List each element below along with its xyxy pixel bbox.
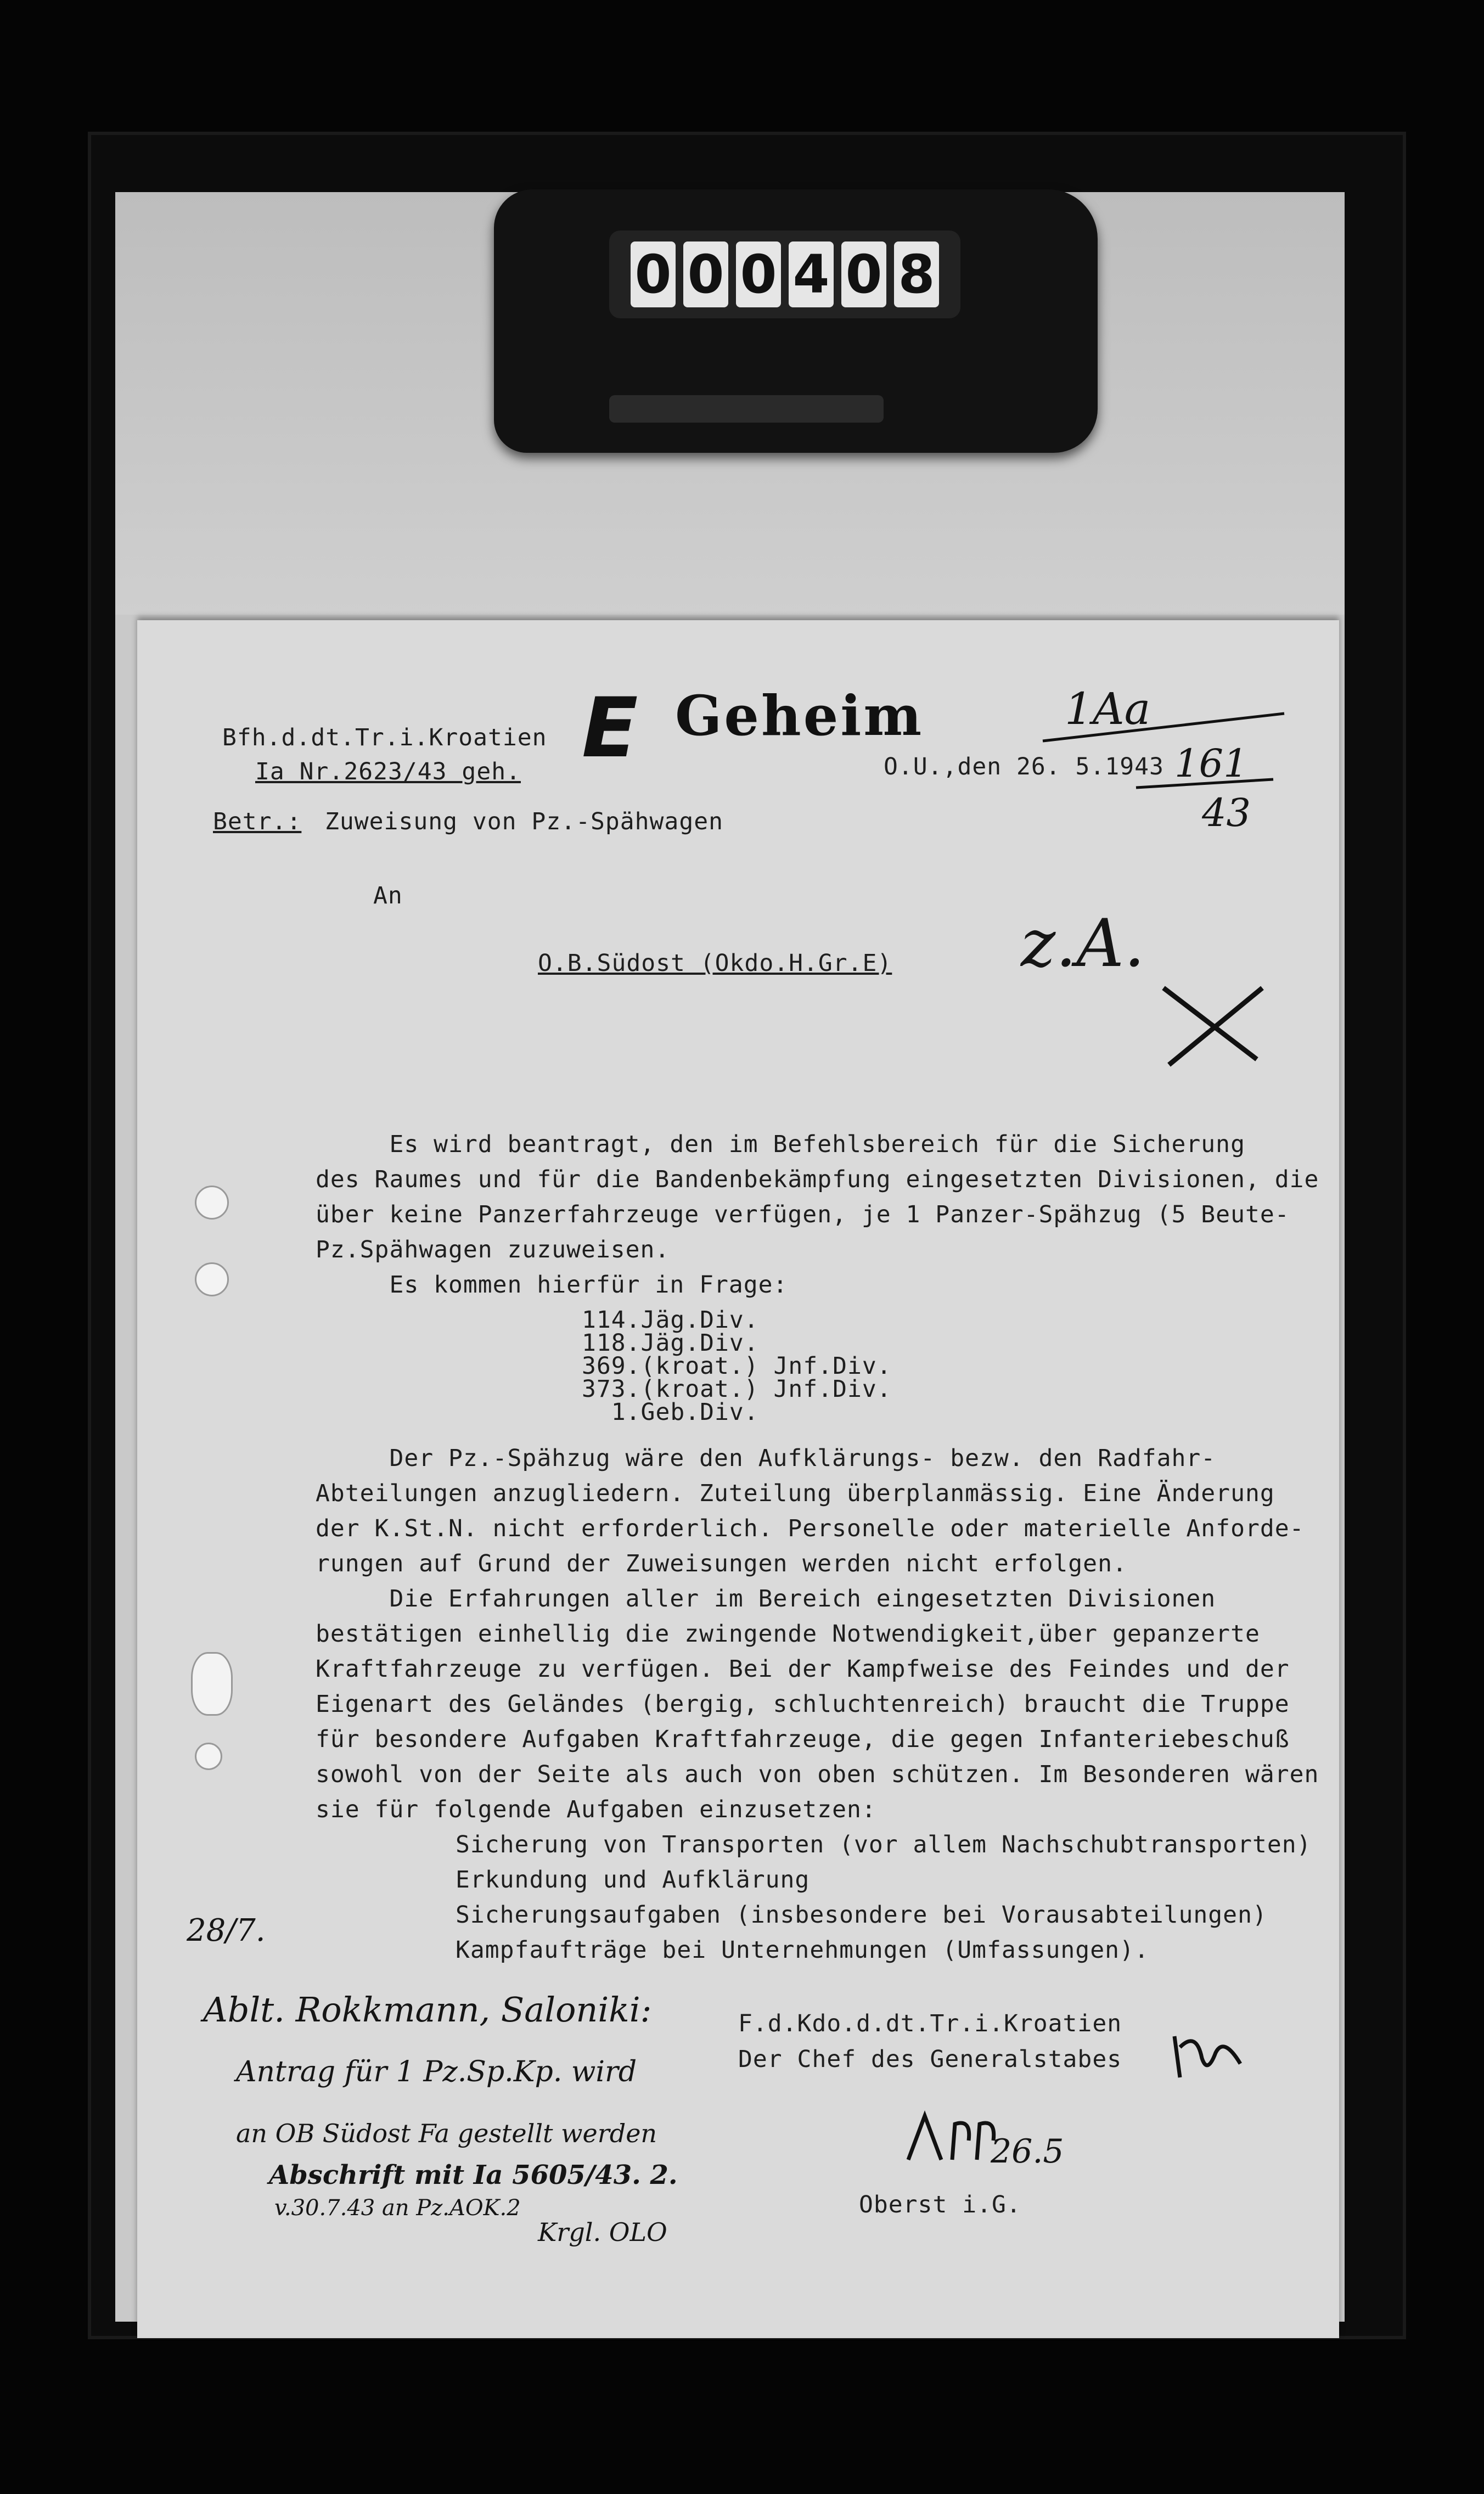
handwritten-note-line: Antrag für 1 Pz.Sp.Kp. wird: [236, 2055, 637, 2088]
body-line: sowohl von der Seite als auch von oben schützen. Im Besonderen wären: [316, 1761, 1319, 1788]
body-line: für besondere Aufgaben Kraftfahrzeuge, die gegen Infanteriebeschuß: [316, 1726, 1290, 1753]
division-item: 114.Jäg.Div.: [582, 1306, 759, 1334]
signature-title: Der Chef des Generalstabes: [738, 2046, 1122, 2073]
handwritten-file-year: 43: [1202, 790, 1251, 835]
recipient-name: O.B.Südost (Okdo.H.Gr.E): [538, 950, 892, 977]
place-date: O.U.,den 26. 5.1943: [884, 753, 1164, 780]
counter-digit: 0: [683, 241, 728, 307]
handwritten-signature-date: 26.5: [991, 2132, 1064, 2171]
body-line: Eigenart des Geländes (bergig, schluchtenreich) braucht die Truppe: [316, 1690, 1290, 1718]
body-line: Es wird beantragt, den im Befehlsbereich für die Sicherung: [316, 1131, 1245, 1158]
counter-digit: 0: [736, 241, 781, 307]
body-line: Kraftfahrzeuge zu verfügen. Bei der Kampfweise des Feindes und der: [316, 1655, 1290, 1683]
classification-stamp: Geheim: [675, 683, 924, 748]
body-line: sie für folgende Aufgaben einzusetzen:: [316, 1796, 876, 1823]
body-line: Es kommen hierfür in Frage:: [316, 1271, 788, 1299]
classification-stamp-letter: E: [582, 681, 638, 776]
punch-hole: [191, 1652, 233, 1716]
handwritten-note-line: Krgl. OLO: [538, 2217, 667, 2247]
body-line: Der Pz.-Spähzug wäre den Aufklärungs- bezw. den Radfahr-: [316, 1445, 1216, 1472]
body-line: der K.St.N. nicht erforderlich. Personelle oder materielle Anforde-: [316, 1515, 1305, 1542]
counter-digit: 0: [841, 241, 886, 307]
handwritten-file-number: 161: [1174, 741, 1248, 786]
subject-label: Betr.:: [213, 808, 302, 835]
task-item: Sicherungsaufgaben (insbesondere bei Vorausabteilungen): [456, 1901, 1267, 1929]
body-line: über keine Panzerfahrzeuge verfügen, je 1 Panzer-Spähzug (5 Beute-: [316, 1201, 1290, 1228]
division-item: 373.(kroat.) Jnf.Div.: [582, 1375, 892, 1403]
counter-digit: 4: [789, 241, 834, 307]
handwritten-strike-lines: [1032, 697, 1295, 807]
punch-hole: [195, 1186, 229, 1220]
handwritten-note-line: an OB Südost Fa gestellt werden: [236, 2119, 657, 2148]
body-line: rungen auf Grund der Zuweisungen werden nicht erfolgen.: [316, 1550, 1127, 1577]
handwritten-za-note: z.A.: [1021, 906, 1145, 982]
handwritten-file-ref: 1Aa: [1065, 683, 1151, 734]
punch-hole: [195, 1262, 229, 1296]
counter-digit: 0: [631, 241, 676, 307]
subject-text: Zuweisung von Pz.-Spähwagen: [325, 808, 723, 835]
handwritten-note-line: Abschrift mit Ia 5605/43. 2.: [269, 2160, 678, 2190]
handwritten-date: 28/7.: [187, 1913, 266, 1948]
task-item: Erkundung und Aufklärung: [456, 1866, 810, 1894]
division-item: 1.Geb.Div.: [582, 1398, 759, 1426]
counter-slot: [609, 395, 884, 423]
sender-line-1: Bfh.d.dt.Tr.i.Kroatien: [222, 724, 547, 751]
signature-rank: Oberst i.G.: [859, 2191, 1021, 2218]
counter-digit: 8: [894, 241, 939, 307]
handwritten-note-line: v.30.7.43 an Pz.AOK.2: [274, 2195, 521, 2221]
task-item: Kampfaufträge bei Unternehmungen (Umfassungen).: [456, 1936, 1149, 1964]
recipient-prefix: An: [373, 882, 403, 909]
body-line: Die Erfahrungen aller im Bereich eingesetzten Divisionen: [316, 1585, 1216, 1613]
body-line: Abteilungen anzugliedern. Zuteilung überplanmässig. Eine Änderung: [316, 1480, 1275, 1507]
frame-counter-window: [609, 231, 960, 318]
handwritten-cross-mark: [1153, 977, 1273, 1070]
division-item: 118.Jäg.Div.: [582, 1329, 759, 1357]
handwritten-initial: [1163, 2025, 1251, 2086]
task-item: Sicherung von Transporten (vor allem Nachschubtransporten): [456, 1831, 1312, 1858]
body-line: bestätigen einhellig die zwingende Notwendigkeit,über gepanzerte: [316, 1620, 1260, 1648]
body-line: Pz.Spähwagen zuzuweisen.: [316, 1236, 670, 1263]
sender-line-2: Ia Nr.2623/43 geh.: [255, 758, 521, 785]
body-line: des Raumes und für die Bandenbekämpfung eingesetzten Divisionen, die: [316, 1166, 1319, 1193]
division-item: 369.(kroat.) Jnf.Div.: [582, 1352, 892, 1380]
punch-hole: [195, 1743, 222, 1770]
signature-office: F.d.Kdo.d.dt.Tr.i.Kroatien: [738, 2010, 1122, 2037]
handwritten-note-line: Ablt. Rokkmann, Saloniki:: [203, 1990, 652, 2030]
